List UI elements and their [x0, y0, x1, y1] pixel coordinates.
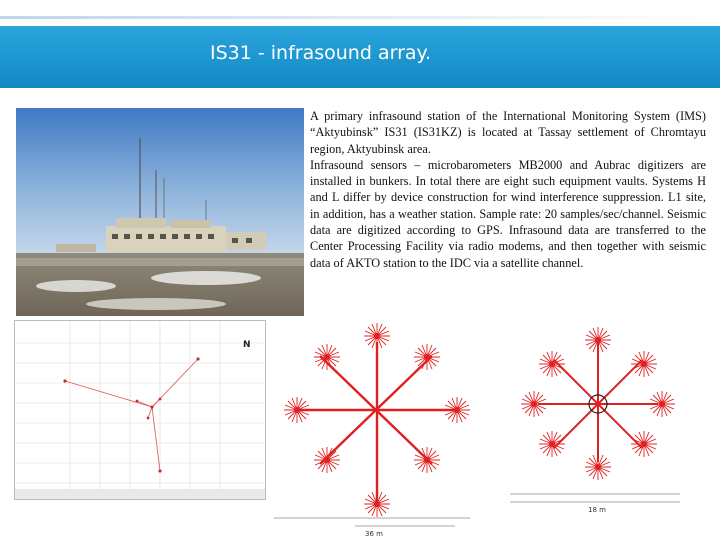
scale-label-right: 18 m: [588, 506, 606, 514]
top-accent-line: [0, 16, 720, 19]
north-label: N: [243, 340, 251, 350]
wind-filter-rosette-diagram: [270, 312, 718, 540]
scale-label-left: 36 m: [365, 530, 383, 538]
paragraph-equipment: Infrasound sensors – microbarometers MB2000 and Aubrac digitizers are installed in bunkers. In total there are eight such equipment vaults. Systems H and L differ by device construction for wind interference suppression. L1 site, in addition, has a weather station. Sample rate: 20 samples/sec/channel. Seismic data are digitized according to GPS. Infrasound data are transferred to the Center Processing Facility via radio modems, and then together with seismic data of AKTO station to the IDC via a satellite channel.: [310, 157, 706, 270]
paragraph-location: A primary infrasound station of the International Monitoring System (IMS) “Aktyubinsk” IS31 (IS31KZ) is located at Tassay settlement of Chromtayu region, Aktyubinsk area.: [310, 109, 706, 156]
array-layout-map: [14, 320, 266, 500]
description-text: [310, 108, 706, 271]
station-photo: [16, 108, 304, 316]
slide-title: IS31 - infrasound array.: [210, 42, 432, 64]
top-strip: [0, 0, 720, 16]
